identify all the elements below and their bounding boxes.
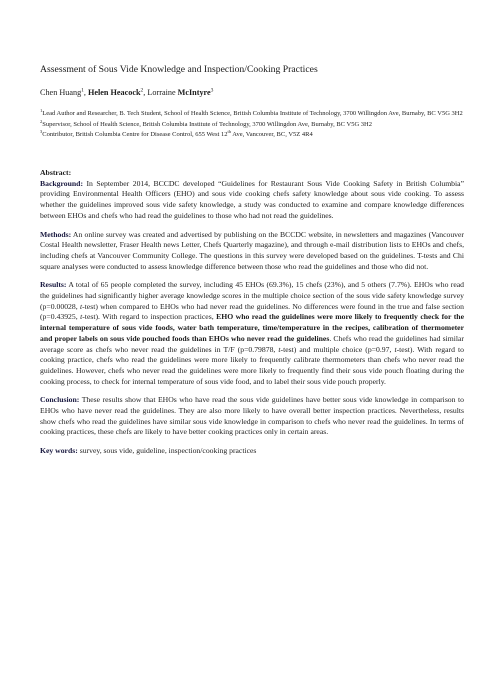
affiliation — [40, 131, 464, 140]
keywords-label: Key words: — [40, 446, 78, 456]
results-paragraph — [40, 280, 464, 387]
abstract — [40, 168, 464, 465]
author-superscript: 3 — [210, 87, 214, 94]
abstract-heading: Abstract: — [40, 168, 72, 177]
results-italic: t — [394, 344, 397, 354]
affiliation-text: Contributor, British Columbia Centre for Disease Control, 655 West 12 — [42, 131, 228, 139]
conclusion-label: Conclusion: — [40, 395, 80, 405]
author-name: Helen Heacock — [88, 88, 141, 97]
results-label: Results: — [40, 280, 67, 290]
affiliation-superscript: 3 — [40, 129, 43, 135]
affiliation-text: Lead Author and Researcher, B. Tech Student, School of Health Science, British Columbia Institute of Technology, 3700 Willingdon Ave, Burnaby, BC V5G 3H2 — [42, 110, 463, 117]
affiliations — [40, 107, 464, 142]
results-text: -test) and multiple choice (p=0.97, — [280, 344, 395, 354]
results-text: -test) when compared to EHOs who had never read the guidelines. No differences were found in the true and false section (p=0.43925, — [40, 301, 464, 322]
affiliation — [40, 107, 464, 119]
background-paragraph — [40, 179, 464, 222]
results-bold-finding: EHO who read the guidelines were more likely to frequently check for the internal temperature of sous vide foods, water bath temperature, time/temperature in the recipes, calibration of thermometer and proper labels on sous vide pouched foods than EHOs who never read the guidelines — [40, 312, 464, 343]
keywords-text: survey, sous vide, guideline, inspection/cooking practices — [77, 446, 257, 456]
ordinal-superscript: th — [227, 129, 231, 135]
background-text: In September 2014, BCCDC developed “Guidelines for Restaurant Sous Vide Cooking Safety in British Columbia” providing Environmental Health Officers (EHO) and sous vide cooking chefs safety knowledge about sous vide cooking. To assess whether the guidelines improved sous vide safety knowledge, a study was conducted to examine and compare knowledge differences between EHOs and chefs who had read the guidelines to those who had not read the guidelines. — [40, 178, 464, 220]
author-line — [40, 88, 460, 97]
author-separator: , Lorraine — [143, 88, 178, 97]
methods-text: An online survey was created and advertised by publishing on the BCCDC website, in newsletters and magazines (Vancouver Costal Health newsletter, Fraser Health news Letter, Chefs Quarterly magazine), and through e-mail distribution lists to EHOs and chefs, including chefs at Vancouver Community College. The questions in this survey were developed based on the guidelines. T-tests and Chi square analyses were conducted to assess knowledge difference between those who read the guidelines and those who did not. — [40, 229, 464, 271]
conclusion-paragraph — [40, 395, 464, 438]
results-italic: t — [79, 301, 83, 311]
results-italic: t — [80, 312, 83, 322]
author-name: Chen Huang — [40, 88, 82, 97]
results-text: -test). With regard to cooking practice, chefs who read the guidelines were more likely to frequently calibrate thermometers than chefs who never read the guidelines. However, chefs who never read the guidelines were more likely to frequently find their sous vide pouch floating during the cooking process, to check for internal temperature of sous vide food, and to label their sous vide pouch properly. — [40, 344, 464, 386]
conclusion-text: These results show that EHOs who have read the sous vide guidelines have better sous vide knowledge in comparison to EHOs who have never read the guidelines. They are also more likely to have overall better inspection practices. Nevertheless, results show chefs who read the guidelines have similar sous vide knowledge in comparison to chefs who never read the guidelines. In terms of cooking practices, these chefs are likely to have better cooking practices only in certain areas. — [40, 395, 464, 437]
keywords-paragraph — [40, 446, 464, 457]
results-italic: t — [278, 344, 281, 354]
methods-paragraph — [40, 230, 464, 273]
author-superscript: 1 — [81, 87, 84, 94]
author-separator: , — [83, 88, 89, 97]
affiliation-text: Ave, Vancouver, BC, V5Z 4R4 — [231, 131, 313, 139]
affiliation-superscript: 1 — [40, 107, 43, 113]
affiliation-text: Supervisor, School of Health Science, British Columbia Institute of Technology, 3700 Willingdon Ave, Burnaby, BC V5G 3H2 — [42, 120, 372, 128]
author-name: McIntyre — [177, 88, 211, 97]
results-text: A total of 65 people completed the survey, including 45 EHOs (69.3%), 15 chefs (23%), and 5 others (7.7%). EHOs who read the guidelines had significantly higher average knowledge scores in the multiple choice section of the sous vide safety knowledge survey (p=0.00028, — [40, 280, 464, 311]
affiliation — [40, 118, 464, 130]
author-superscript: 2 — [140, 87, 144, 94]
affiliation-superscript: 2 — [40, 118, 43, 124]
background-label: Background: — [40, 178, 84, 188]
results-text: . Chefs who read the guidelines had similar average score as chefs who never read the guidelines in T/F (p=0.79878, — [40, 333, 464, 354]
methods-label: Methods: — [40, 229, 72, 239]
results-text: -test). With regard to inspection practices, — [82, 312, 217, 322]
paper-title: Assessment of Sous Vide Knowledge and Inspection/Cooking Practices — [40, 64, 318, 75]
